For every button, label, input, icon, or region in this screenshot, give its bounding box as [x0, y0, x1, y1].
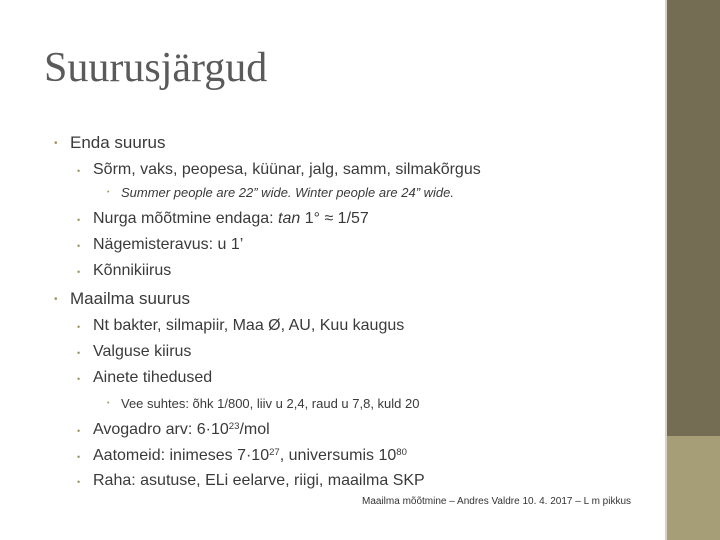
bullet-icon: •	[107, 400, 110, 407]
bullet-valguse: • Valguse kiirus	[77, 343, 192, 360]
slide-footer: Maailma mõõtmine – Andres Valdre 10. 4. 2017 – L m pikkus	[362, 496, 632, 507]
bullet-icon: •	[77, 267, 81, 277]
bullet-maailma-suurus: • Maailma suurus	[54, 289, 190, 308]
bullet-icon: •	[77, 166, 81, 176]
bullet-ainete: • Ainete tihedused	[77, 369, 213, 386]
bullet-vee: • Vee suhtes: õhk 1/800, liiv u 2,4, raud u 7,8, kuld 20	[107, 396, 420, 411]
bullet-icon: •	[77, 348, 81, 358]
bullet-avogadro: • Avogadro arv: $6\cdot 10^{23}$/mol	[77, 421, 270, 438]
bullet-nt: • Nt bakter, silmapiir, Maa Ø, AU, Kuu kaugus	[77, 317, 405, 334]
bullet-icon: •	[54, 138, 58, 149]
bullet-icon: •	[77, 452, 81, 462]
slide-title: Suurusjärgud	[44, 45, 268, 91]
bullet-aatomeid: • Aatomeid: inimeses $7\cdot 10^{27}$, universumis $10^{80}$	[77, 447, 407, 464]
bullet-raha: • Raha: asutuse, ELi eelarve, riigi, maailma SKP	[77, 472, 425, 489]
bullet-konnikiirus: • Kõnnikiirus	[77, 262, 172, 279]
bullet-summer: • Summer people are 22” wide. Winter people are 24” wide.	[107, 185, 454, 200]
bullet-icon: •	[77, 374, 81, 384]
bullet-nurga: • Nurga mõõtmine endaga: tan 1° ≈ 1/57	[77, 210, 369, 227]
bullet-icon: •	[77, 426, 81, 436]
bullet-icon: •	[77, 477, 81, 487]
bullet-icon: •	[77, 322, 81, 332]
bullet-nagemisteravus: • Nägemisteravus: u 1’	[77, 236, 244, 253]
side-band-light	[667, 436, 720, 540]
bullet-icon: •	[77, 215, 81, 225]
bullet-icon: •	[77, 241, 81, 251]
bullet-icon: •	[107, 189, 110, 196]
bullet-sorm: • Sõrm, vaks, peopesa, küünar, jalg, samm, silmakõrgus	[77, 161, 481, 178]
bullet-icon: •	[54, 294, 58, 305]
bullet-enda-suurus: • Enda suurus	[54, 133, 166, 152]
